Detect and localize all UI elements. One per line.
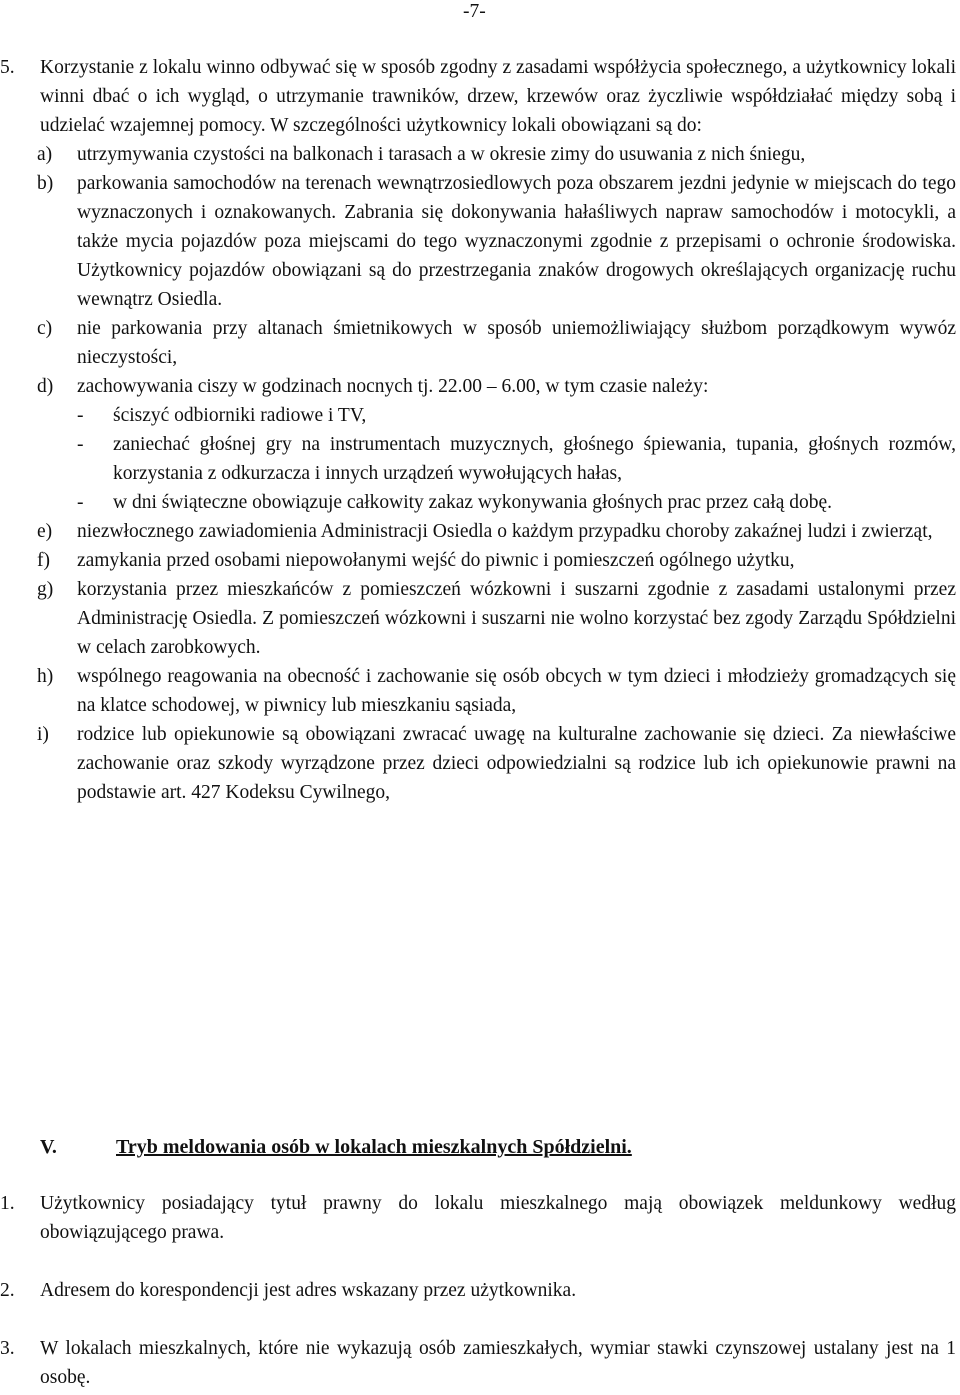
list-item: [37, 662, 956, 720]
list-item: [37, 517, 956, 546]
item-label: b): [37, 173, 54, 194]
paragraph-number: 3.: [0, 1338, 15, 1359]
dash-text: zaniechać głośnej gry na instrumentach muzycznych, głośnego śpiewania, tupania, głośnych rozmów, korzystania z odkurzacza i innych urządzeń wywołujących hałas,: [113, 434, 956, 484]
dash-item: [77, 430, 956, 488]
paragraph-number: 2.: [0, 1280, 15, 1301]
list-item: [37, 169, 956, 314]
paragraph-text: Adresem do korespondencji jest adres wskazany przez użytkownika.: [40, 1280, 577, 1301]
list-item: [37, 140, 956, 169]
paragraph: [0, 1189, 956, 1247]
paragraph-text: W lokalach mieszkalnych, które nie wykazują osób zamieszkałych, wymiar stawki czynszowej ustalany jest na 1 osobę.: [40, 1338, 956, 1388]
dash-item: [77, 488, 956, 517]
section-intro: Korzystanie z lokalu winno odbywać się w sposób zgodny z zasadami współżycia społecznego, a użytkownicy lokali winni dbać o ich wygląd, o utrzymanie trawników, drzew, krzewów oraz życzliwie współdziałać między sobą i udzielać wzajemnej pomocy. W szczególności użytkownicy lokali obowiązani są do:: [40, 57, 956, 136]
list-item: [37, 546, 956, 575]
item-label: f): [37, 550, 50, 571]
list-item: [37, 314, 956, 372]
item-text: rodzice lub opiekunowie są obowiązani zwracać uwagę na kulturalne zachowanie się dzieci. Za niewłaściwe zachowanie oraz szkody wyrządzone przez dzieci odpowiedzialni są rodzice lub ich opiekunowie prawni na podstawie art. 427 Kodeksu Cywilnego,: [77, 724, 956, 803]
section-5: [0, 53, 956, 807]
item-label: g): [37, 579, 54, 600]
section-number: 5.: [0, 57, 15, 78]
item-label: h): [37, 666, 54, 687]
list-item: [37, 720, 956, 807]
item-label: c): [37, 318, 53, 339]
paragraph: [0, 1276, 956, 1305]
item-text: niezwłocznego zawiadomienia Administracji Osiedla o każdym przypadku choroby zakaźnej ludzi i zwierząt,: [77, 521, 933, 542]
chapter-heading: [40, 1133, 632, 1162]
chapter-title: Tryb meldowania osób w lokalach mieszkalnych Spółdzielni.: [116, 1136, 632, 1158]
item-label: a): [37, 144, 53, 165]
dash-marker: -: [77, 492, 84, 513]
dash-text: ściszyć odbiorniki radiowe i TV,: [113, 405, 367, 426]
list-item: [37, 372, 956, 401]
item-text: wspólnego reagowania na obecność i zachowanie się osób obcych w tym dzieci i młodzieży gromadzących się na klatce schodowej, w piwnicy lub mieszkaniu sąsiada,: [77, 666, 956, 716]
list-item: [37, 575, 956, 662]
paragraph-number: 1.: [0, 1193, 15, 1214]
item-text: nie parkowania przy altanach śmietnikowych w sposób uniemożliwiający służbom porządkowym wywóz nieczystości,: [77, 318, 956, 368]
dash-marker: -: [77, 405, 84, 426]
item-text: parkowania samochodów na terenach wewnątrzosiedlowych poza obszarem jezdni jedynie w miejscach do tego wyznaczonych i oznakowanych. Zabrania się dokonywania hałaśliwych napraw samochodów i motocykli, a także mycia pojazdów poza miejscami do tego wyznaczonymi zgodnie z przepisami o ochronie środowiska. Użytkownicy pojazdów obowiązani są do przestrzegania znaków drogowych określających organizację ruchu wewnątrz Osiedla.: [77, 173, 956, 310]
dash-text: w dni świąteczne obowiązuje całkowity zakaz wykonywania głośnych prac przez całą dobę.: [113, 492, 833, 513]
item-text: zamykania przed osobami niepowołanymi wejść do piwnic i pomieszczeń ogólnego użytku,: [77, 550, 795, 571]
page-number: -7-: [463, 1, 486, 22]
item-label: i): [37, 724, 49, 745]
dash-item: [77, 401, 956, 430]
obligations-list: [0, 140, 956, 807]
paragraph-text: Użytkownicy posiadający tytuł prawny do lokalu mieszkalnego mają obowiązek meldunkowy według obowiązującego prawa.: [40, 1193, 956, 1243]
item-text: zachowywania ciszy w godzinach nocnych tj. 22.00 – 6.00, w tym czasie należy:: [77, 376, 709, 397]
item-text: korzystania przez mieszkańców z pomieszczeń wózkowni i suszarni zgodnie z zasadami ustalonymi przez Administrację Osiedla. Z pomieszczeń wózkowni i suszarni nie wolno korzystać bez zgody Zarządu Spółdzielni w celach zarobkowych.: [77, 579, 956, 658]
chapter-roman: V.: [40, 1136, 57, 1158]
paragraph: [0, 1334, 956, 1392]
dash-sublist: [37, 401, 956, 517]
item-label: e): [37, 521, 53, 542]
dash-marker: -: [77, 434, 84, 455]
item-label: d): [37, 376, 54, 397]
item-text: utrzymywania czystości na balkonach i tarasach a w okresie zimy do usuwania z nich śniegu,: [77, 144, 806, 165]
chapter-v-paragraphs: [0, 1189, 956, 1392]
